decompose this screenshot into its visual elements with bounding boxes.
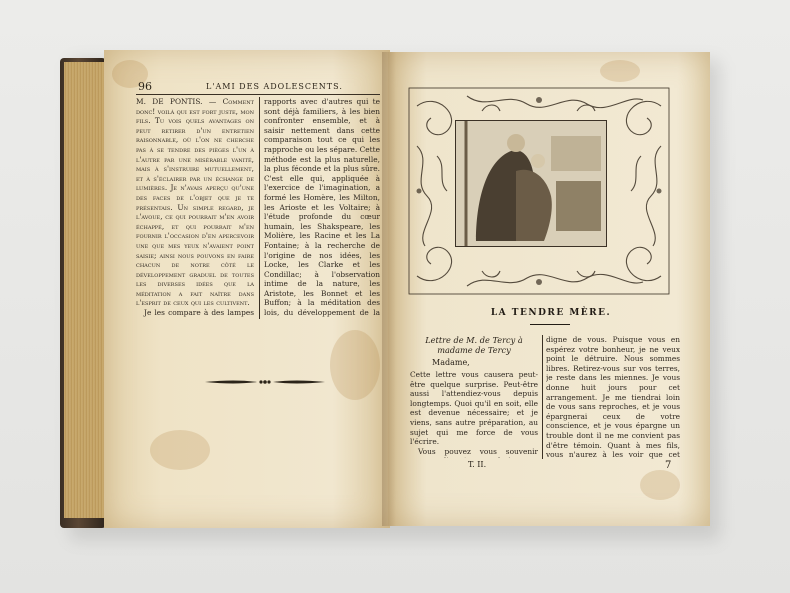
right-column-1	[410, 370, 538, 458]
paragraph: M. DE PONTIS. — Comment donc! voilà qui est fort juste, mon fils. Tu vois quels avantages on peut retirer d'un entretien raisonnable, où l'on ne cherche pas à se tendre des pièges l'un à l'autre par une misérable vanité, mais à s'instruire mutuellement, et à s'éclairer par un échange de lumières. Je n'avais aperçu qu'une des faces de l'objet que je te présentais. Un simple regard, je l'avoue, ce qui pourrait m'en avoir échappé, et qui pourrait m'en fournir l'occasion d'en apercevoir une que mes yeux n'avaient point saisie; ainsi nous pouvons en faire chacun de notre côté le développement graduel de toutes les diverses idées que la méditation a fait naître dans l'esprit de ceux qui les cultivent.	[136, 97, 254, 308]
paragraph: Vous pouvez vous souvenir	[418, 446, 538, 456]
foxing-stain	[600, 60, 640, 82]
foxing-stain	[330, 330, 380, 400]
letter-heading: Lettre de M. de Tercy à madame de Tercy	[425, 335, 523, 355]
column-divider	[542, 335, 543, 459]
right-column-2	[546, 335, 680, 459]
salutation: Madame,	[432, 358, 470, 367]
paragraph: digne de vous. Puisque vous en espérez votre bonheur, je ne veux point le détruire. Nous sommes libres. Retirez-vous sur vos terres, je reste dans les miennes. Je vous donne huit jours pour cet arrangement. Je me tiendrai loin de vous sans reproches, et je vous épargnerai ceux de votre conscience, et je vous épargne un trouble dont il ne me convient pas d'être témoin. Quant à mes fils, vous n'aurez à les voir que cet	[546, 335, 680, 459]
header-rule	[136, 94, 380, 95]
column-divider	[259, 97, 260, 319]
paragraph: rapports avec d'autres qui te sont déjà familiers, à les bien confronter ensemble, et à saisir nettement dans cette comparaison tout ce qui les rapproche ou les sépare. Cette méthode est la plus naturelle, la plus féconde et la plus sûre. C'est elle qui, appliquée à l'exercice de l'imagination, a formé les Homère, les Milton, les Arioste et les Voltaire; à l'étude profonde du cœur humain, les Shakspeare, les Molière, les Racine et les La Fontaine; à la recherche de l'origine de nos idées, les Locke, les Clarke et les Condillac; à l'observation intime de la nature, les Aristote, les Bonnet et les Buffon; à la méditation des lois, du développement de la	[264, 97, 380, 318]
running-head: L'AMI DES ADOLESCENTS.	[206, 82, 343, 91]
volume-signature: T. II.	[468, 460, 487, 469]
foxing-stain	[640, 470, 680, 500]
gutter-shadow	[382, 52, 396, 526]
page-number-left: 96	[138, 80, 152, 93]
signature-number: 7	[665, 460, 672, 471]
engraving-illustration	[455, 120, 607, 247]
left-column-1	[136, 97, 254, 319]
title-rule	[530, 324, 570, 325]
section-title: LA TENDRE MÈRE.	[490, 308, 612, 318]
left-column-2	[264, 97, 380, 319]
foxing-stain	[150, 430, 210, 470]
end-ornament	[205, 377, 325, 387]
page-edges	[64, 62, 108, 518]
paragraph: Cette lettre vous causera peut-être quelque surprise. Peut-être aussi l'attendiez-vous depuis longtemps. Quoi qu'il en soit, elle est devenue nécessaire; et je viens, sans autre préparation, au sujet qui me force de vous l'écrire.	[410, 370, 538, 447]
paragraph: Je les compare à des lampes	[144, 308, 254, 318]
